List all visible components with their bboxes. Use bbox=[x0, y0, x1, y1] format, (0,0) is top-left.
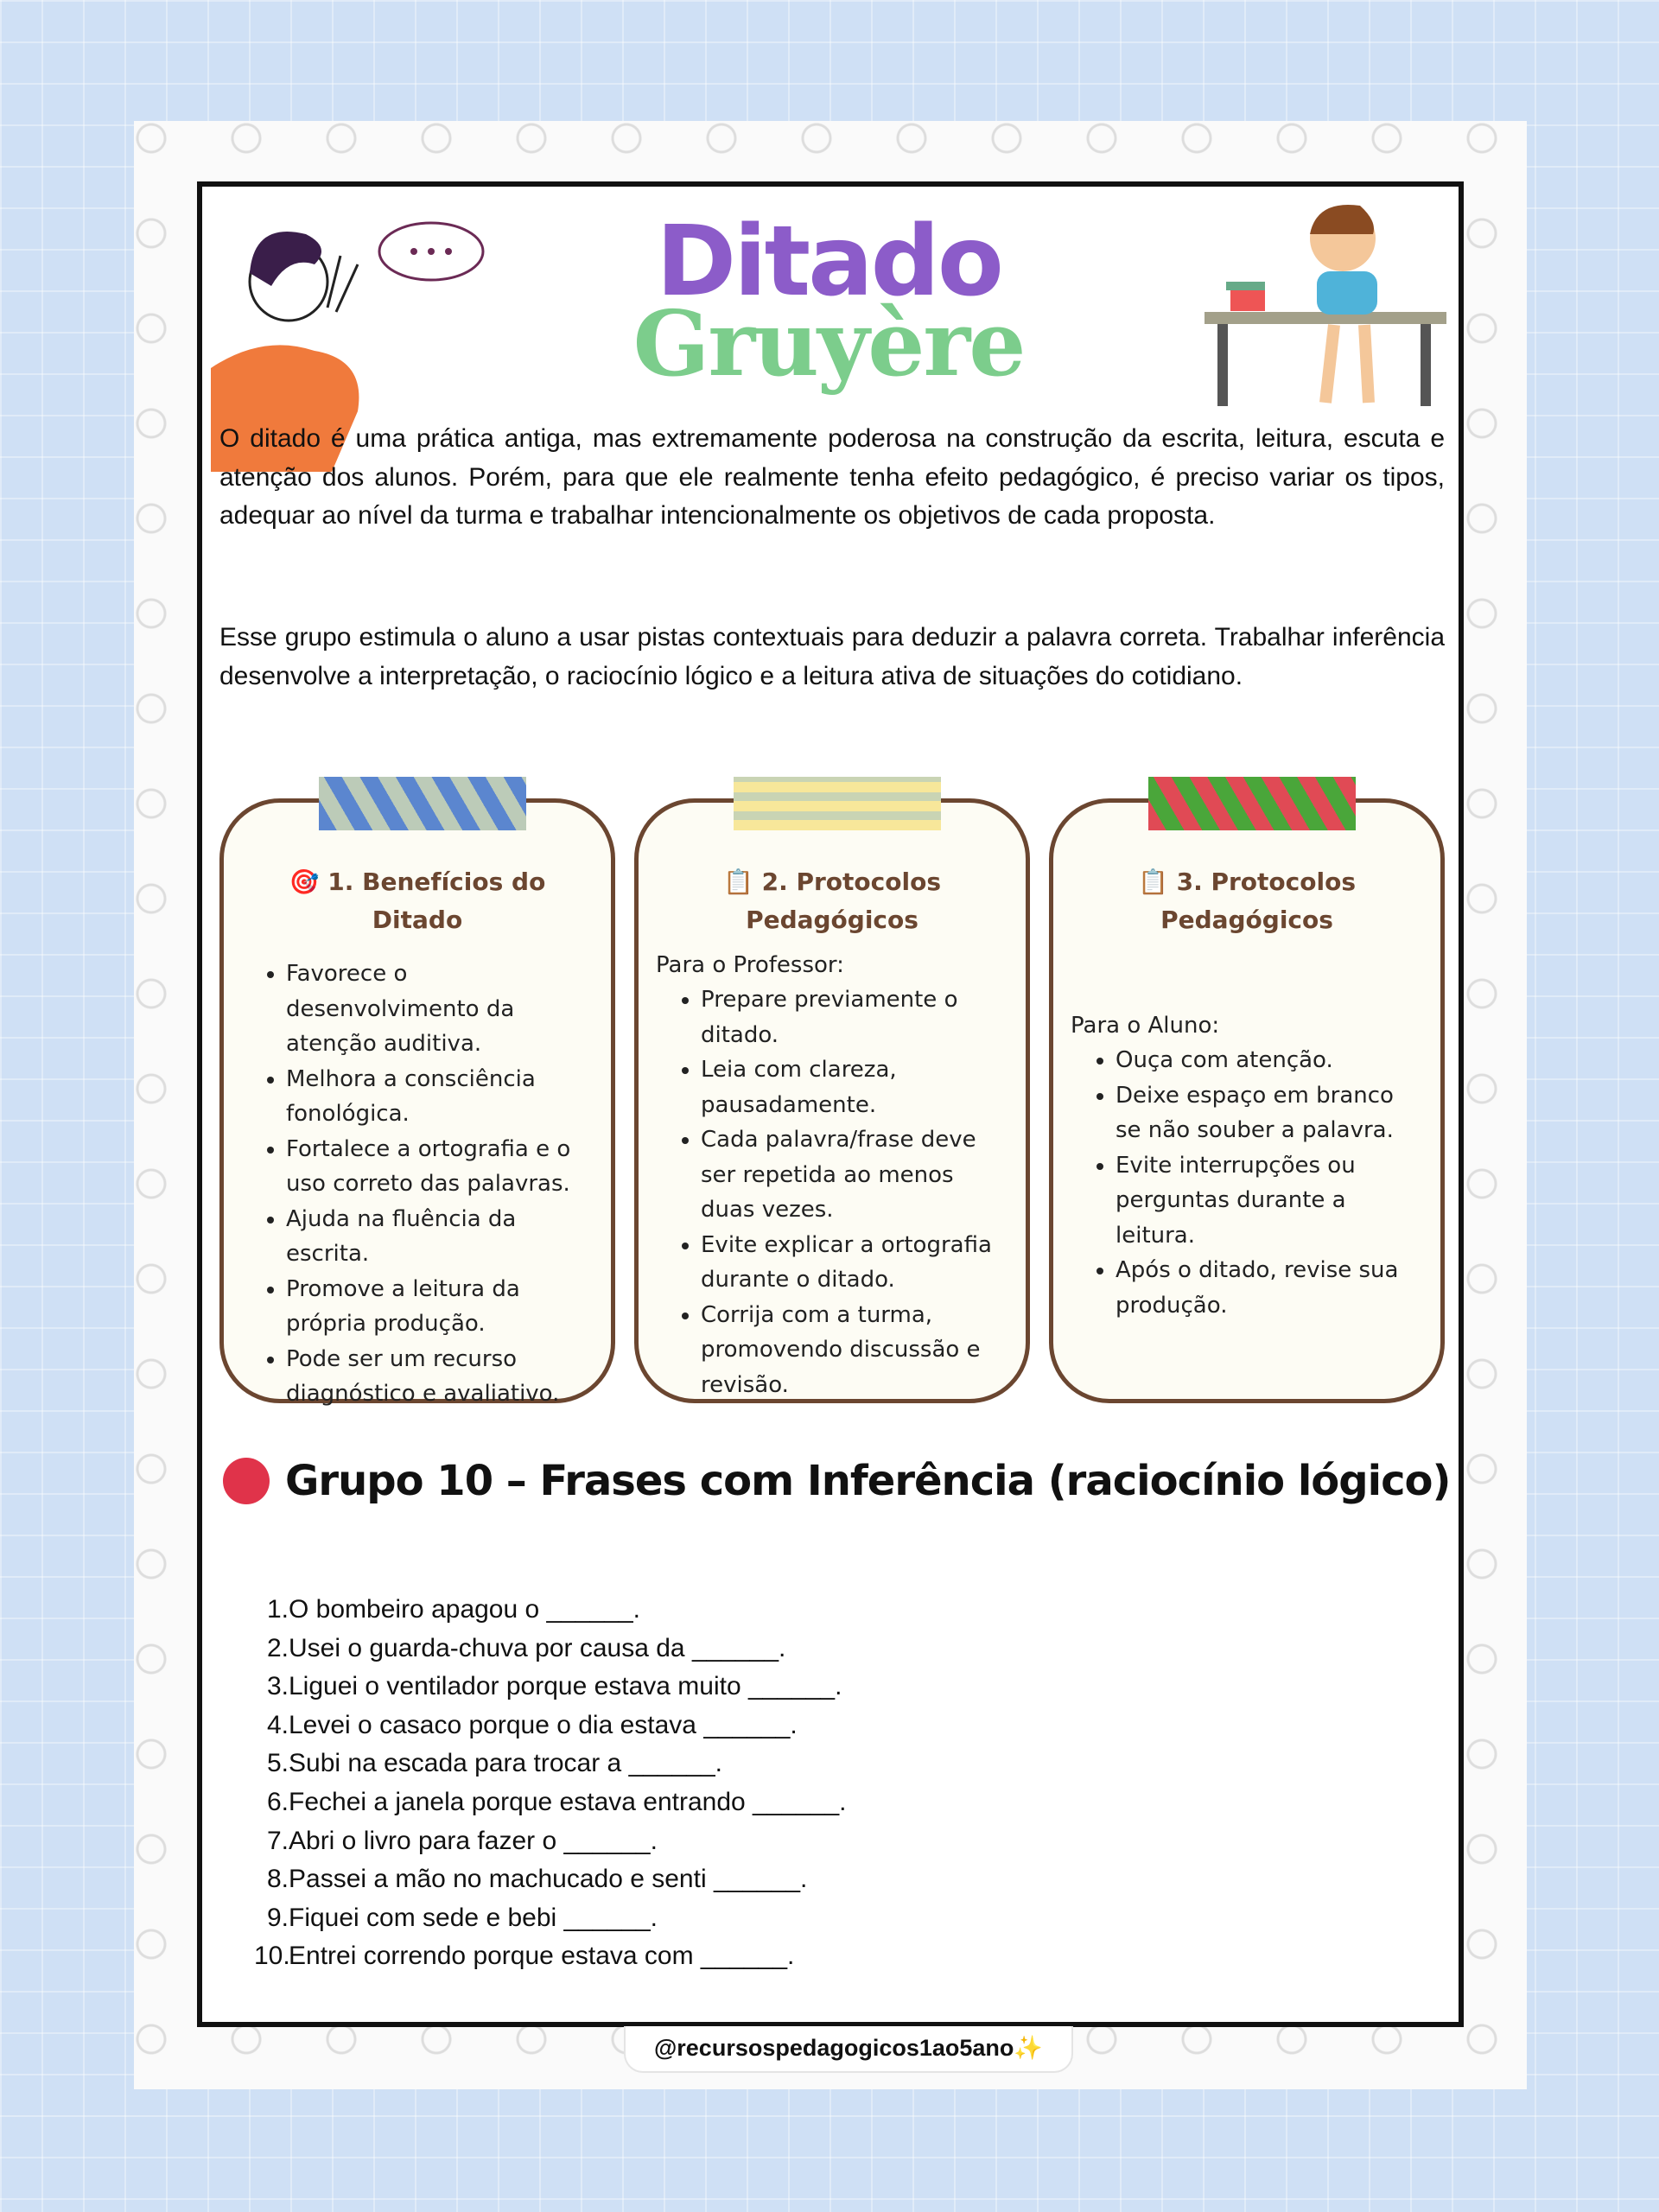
list-item: 8.Passei a mão no machucado e senti ______. bbox=[266, 1865, 808, 1894]
card-beneficios bbox=[219, 798, 615, 1407]
group-title: Grupo 10 – Frases com Inferência (raciocínio lógico) bbox=[285, 1457, 1451, 1505]
list-item: 10.Entrei correndo porque estava com ______. bbox=[254, 1942, 795, 1971]
list-item: • Ouça com atenção. bbox=[1116, 1043, 1423, 1078]
list-item: • Evite explicar a ortografia durante o ditado. bbox=[701, 1228, 1008, 1298]
card-title: 📋 2. Protocolos Pedagógicos bbox=[723, 868, 941, 934]
footer-handle: @recursospedagogicos1ao5ano✨ bbox=[624, 2026, 1073, 2073]
card-protocolos-professor bbox=[634, 798, 1030, 1403]
list-item: • Melhora a consciência fonológica. bbox=[286, 1062, 594, 1132]
card-list bbox=[656, 982, 1008, 1402]
list-item: 2.Usei o guarda-chuva por causa da ______. bbox=[266, 1633, 786, 1662]
list-item: 1.O bombeiro apagou o ______. bbox=[266, 1595, 640, 1624]
list-item: • Fortalece a ortografia e o uso correto das palavras. bbox=[286, 1132, 594, 1202]
list-item: • Leia com clareza, pausadamente. bbox=[701, 1052, 1008, 1122]
card-title: 🎯 1. Benefícios do Ditado bbox=[289, 868, 546, 934]
title-line-1: Ditado bbox=[656, 206, 1001, 318]
list-item: 7.Abri o livro para fazer o ______. bbox=[266, 1826, 658, 1855]
list-item: • Cada palavra/frase deve ser repetida ao menos duas vezes. bbox=[701, 1122, 1008, 1228]
list-item: • Corrija com a turma, promovendo discussão e revisão. bbox=[701, 1298, 1008, 1403]
list-item: 6.Fechei a janela porque estava entrando ______. bbox=[266, 1787, 847, 1816]
list-item: • Pode ser um recurso diagnóstico e avaliativo. bbox=[286, 1342, 594, 1412]
list-item: • Após o ditado, revise sua produção. bbox=[1116, 1253, 1423, 1323]
group-heading bbox=[223, 1457, 1450, 1505]
title-line-2: Gruyère bbox=[632, 290, 1025, 397]
sentence-list bbox=[254, 1591, 847, 1976]
card-title: 📋 3. Protocolos Pedagógicos bbox=[1138, 868, 1356, 934]
list-item: • Favorece o desenvolvimento da atenção auditiva. bbox=[286, 957, 594, 1062]
card-list bbox=[1071, 1043, 1423, 1323]
student-illustration bbox=[1196, 195, 1446, 411]
list-item: • Evite interrupções ou perguntas durante a leitura. bbox=[1116, 1148, 1423, 1254]
card-protocolos-aluno bbox=[1049, 798, 1445, 1403]
list-item: • Promove a leitura da própria produção. bbox=[286, 1272, 594, 1342]
tape-decoration bbox=[734, 777, 941, 830]
list-item: 4.Levei o casaco porque o dia estava ______. bbox=[266, 1710, 798, 1739]
list-item: 5.Subi na escada para trocar a ______. bbox=[266, 1749, 723, 1778]
intro-paragraph-1: O ditado é uma prática antiga, mas extremamente poderosa na construção da escrita, leitura, escuta e atenção dos alunos. Porém, para que ele realmente tenha efeito pedagógico, é preciso variar os tipos, adequar ao nível da turma e trabalhar intencionalmente os objetivos de cada proposta. bbox=[219, 424, 1445, 530]
red-circle-icon bbox=[223, 1458, 270, 1504]
card-list bbox=[241, 957, 594, 1412]
tape-decoration bbox=[1148, 777, 1356, 830]
card-lead: Para o Aluno: bbox=[1071, 1013, 1220, 1039]
card-lead: Para o Professor: bbox=[656, 952, 844, 978]
list-item: • Deixe espaço em branco se não souber a palavra. bbox=[1116, 1078, 1423, 1148]
list-item: 9.Fiquei com sede e bebi ______. bbox=[266, 1903, 658, 1932]
list-item: 3.Liguei o ventilador porque estava muito ______. bbox=[266, 1672, 842, 1701]
worksheet-frame bbox=[197, 181, 1464, 2027]
tape-decoration bbox=[319, 777, 526, 830]
list-item: • Prepare previamente o ditado. bbox=[701, 982, 1008, 1052]
intro-paragraph-2: Esse grupo estimula o aluno a usar pistas contextuais para deduzir a palavra correta. Trabalhar inferência desenvolve a interpretação, o raciocínio lógico e a leitura ativa de situações do cotidiano. bbox=[219, 623, 1445, 690]
list-item: • Ajuda na fluência da escrita. bbox=[286, 1202, 594, 1272]
